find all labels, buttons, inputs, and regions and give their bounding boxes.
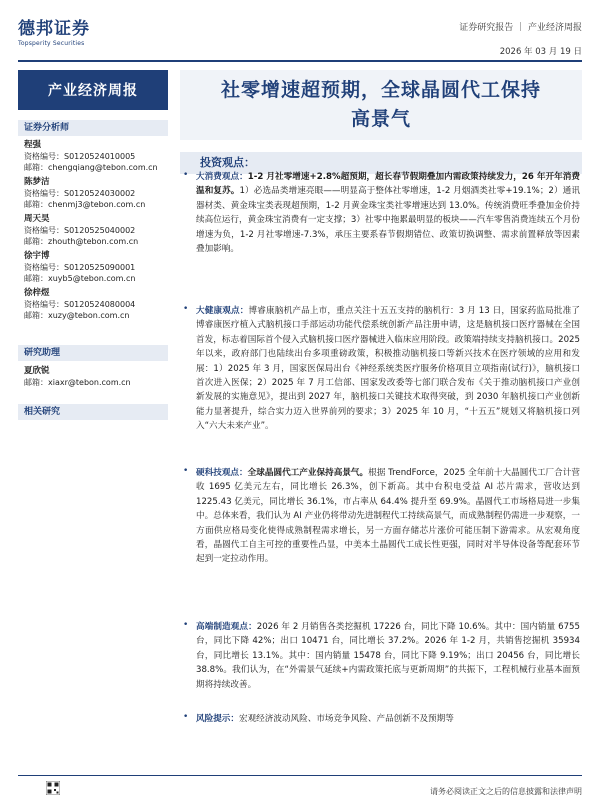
- analyst-cert: 资格编号：S0120524030002: [24, 189, 136, 198]
- analyst-name: 陈梦洁: [24, 177, 50, 187]
- title-line-1: 社零增速超预期，全球晶圆代工保持: [220, 79, 541, 101]
- related-heading: 相关研究: [18, 404, 168, 420]
- report-title: [180, 70, 582, 140]
- assistant-email[interactable]: 邮箱：xiaxr@tebon.com.cn: [24, 378, 131, 387]
- title-line-2: 高景气: [350, 108, 411, 130]
- analyst-name: 徐梓煜: [24, 288, 50, 298]
- analyst-cert: 资格编号：S0120524010005: [24, 152, 136, 161]
- section-label: 投资观点：: [180, 152, 582, 174]
- assistant-heading: 研究助理: [18, 345, 168, 361]
- point-highlight: 全球晶圆代工产业保持高景气。: [247, 468, 369, 478]
- header-divider: [18, 60, 582, 62]
- analyst-name: 徐宇博: [24, 251, 50, 261]
- point-risk: [196, 712, 580, 726]
- point-body: 根据 TrendForce，2025 全年前十大晶圆代工厂合计营收 1695 亿美元左右，同比增长 26.3%，创下新高。其中台积电受益 AI 芯片需求，营收达到 1225.43 亿美元，同比增长 36.1%，市占率从 64.4% 提升至 69.9%。晶圆代工市场格局进一步集中。总体来看，我们认为 AI 产业仍将带动先进制程代工持续高景气，而成熟制程仍需进一步观察，一方面供应格局变化使得成熟制程需求增长，另一方面存储芯片涨价可能压制下游需求。从宏观角度看，晶圆代工自主可控的重要性凸显，中美本土晶圆代工成长性更强，同时对半导体设备等配套环节起到一定拉动作用。: [196, 468, 580, 565]
- report-meta: [459, 20, 582, 57]
- analyst-entry: [24, 214, 168, 247]
- point-consumer: [196, 170, 580, 256]
- assistant-entry: [24, 366, 168, 388]
- analysts-heading: 证券分析师: [18, 120, 168, 136]
- report-date: 2026 年 03 月 19 日: [499, 47, 582, 57]
- category-band: 产业经济周报: [18, 70, 168, 110]
- analyst-email[interactable]: 邮箱：xuyb5@tebon.com.cn: [24, 274, 136, 283]
- point-tech: [196, 466, 580, 567]
- qr-code-icon: [46, 781, 60, 795]
- point-body: 博睿康脑机产品上市，重点关注十五五支持的脑机行：3 月 13 日，国家药监局批准了博睿康医疗植入式脑机接口手部运动功能代偿系统创新产品注册申请，这是脑机接口医疗器械在全国首发，标志着国际首个侵入式脑机接口医疗器械进入临床应用阶段。政策端持续支持脑机接口。2025 年以来，政府部门也陆续出台多项重磅政策，积极推动脑机接口等新兴技术在医疗领域的应用和发展：1）2025 年 3 月，国家医保局出台《神经系统类医疗服务价格项目立项指南(试行)》，脑机接口首次进入医保；2）2025 年 7 月工信部、国家发改委等七部门联合发布《关于推动脑机接口产业创新发展的实施意见》，提出到 2027 年，脑机接口关键技术取得突破，到 2030 年脑机接口产业创新能力显著提升，综合实力迈入世界前列的要求；3）2025 年 10 月，“十五五”规划又将脑机接口列入“六大未来产业”。: [196, 306, 580, 432]
- analyst-entry: [24, 288, 168, 321]
- analyst-entry: [24, 140, 168, 173]
- analyst-email[interactable]: 邮箱：chengqiang@tebon.com.cn: [24, 163, 158, 172]
- point-lead: 高端制造观点：: [196, 622, 257, 632]
- point-body: 宏观经济波动风险、市场竞争风险、产品创新不及预期等: [238, 714, 454, 724]
- legal-disclaimer: 请务必阅读正文之后的信息披露和法律声明: [430, 787, 582, 796]
- bullet-icon: •: [183, 466, 189, 476]
- point-lead: 大消费观点：: [196, 172, 248, 182]
- point-highlight: 1-2 月社零增速+2.8%超预期，超长春节假期叠加内需政策持续发力，26 年开年消费温和复苏。: [196, 172, 580, 197]
- analyst-email[interactable]: 邮箱：xuzy@tebon.com.cn: [24, 311, 130, 320]
- point-health: [196, 304, 580, 434]
- analyst-cert: 资格编号：S0120525090001: [24, 263, 136, 272]
- point-lead: 风险提示：: [196, 714, 239, 724]
- point-body: 2026 年 2 月销售各类挖掘机 17226 台，同比下降 10.6%。其中：国内销量 6755 台，同比下降 42%；出口 10471 台，同比增长 37.2%。2026 年 1-2 月，共销售挖掘机 35934 台，同比增长 13.1%。其中：国内销量 15478 台，同比下降 9.19%；出口 20456 台，同比增长 38.8%。我们认为，在“外需景气延续+内需政策托底与更新周期”的共振下，工程机械行业基本面预期将持续改善。: [196, 622, 580, 690]
- footer-divider: [18, 775, 582, 776]
- analyst-cert: 资格编号：S0120525040002: [24, 226, 136, 235]
- point-manufacturing: [196, 620, 580, 692]
- point-lead: 大健康观点：: [196, 306, 249, 316]
- assistant-name: 夏欣锐: [24, 366, 50, 376]
- analyst-cert: 资格编号：S0120524080004: [24, 300, 136, 309]
- analyst-name: 程强: [24, 140, 42, 150]
- bullet-icon: •: [183, 712, 189, 722]
- analyst-email[interactable]: 邮箱：zhouth@tebon.com.cn: [24, 237, 139, 246]
- bullet-icon: •: [183, 170, 189, 180]
- bullet-icon: •: [183, 620, 189, 630]
- company-logo: [18, 14, 90, 47]
- logo-text-cn: 德邦证券: [18, 19, 90, 39]
- point-body: 1）必选品类增速亮眼——明显高于整体社零增速，1-2 月烟酒类社零+19.1%；2）通讯器材类、黄金珠宝类表现超预期，1-2 月黄金珠宝类社零增速达到 13.0%。传统消费旺季叠加金价持续高位运行，黄金珠宝消费有一定支撑；3）社零中拖累最明显的板块——汽车零售消费连续五个月份增速为负，1-2 月社零增速-7.3%，承压主要系春节假期错位、政策切换调整、需求前置释放等因素叠加影响。: [196, 186, 580, 255]
- doc-type: 证券研究报告 ｜ 产业经济周报: [459, 23, 582, 33]
- analyst-entry: [24, 177, 168, 210]
- analyst-email[interactable]: 邮箱：chenmj3@tebon.com.cn: [24, 200, 146, 209]
- analyst-entry: [24, 251, 168, 284]
- logo-text-en: Topsperity Securities: [18, 40, 85, 47]
- analyst-name: 周天昊: [24, 214, 50, 224]
- bullet-icon: •: [183, 304, 189, 314]
- point-lead: 硬科技观点：: [196, 468, 248, 478]
